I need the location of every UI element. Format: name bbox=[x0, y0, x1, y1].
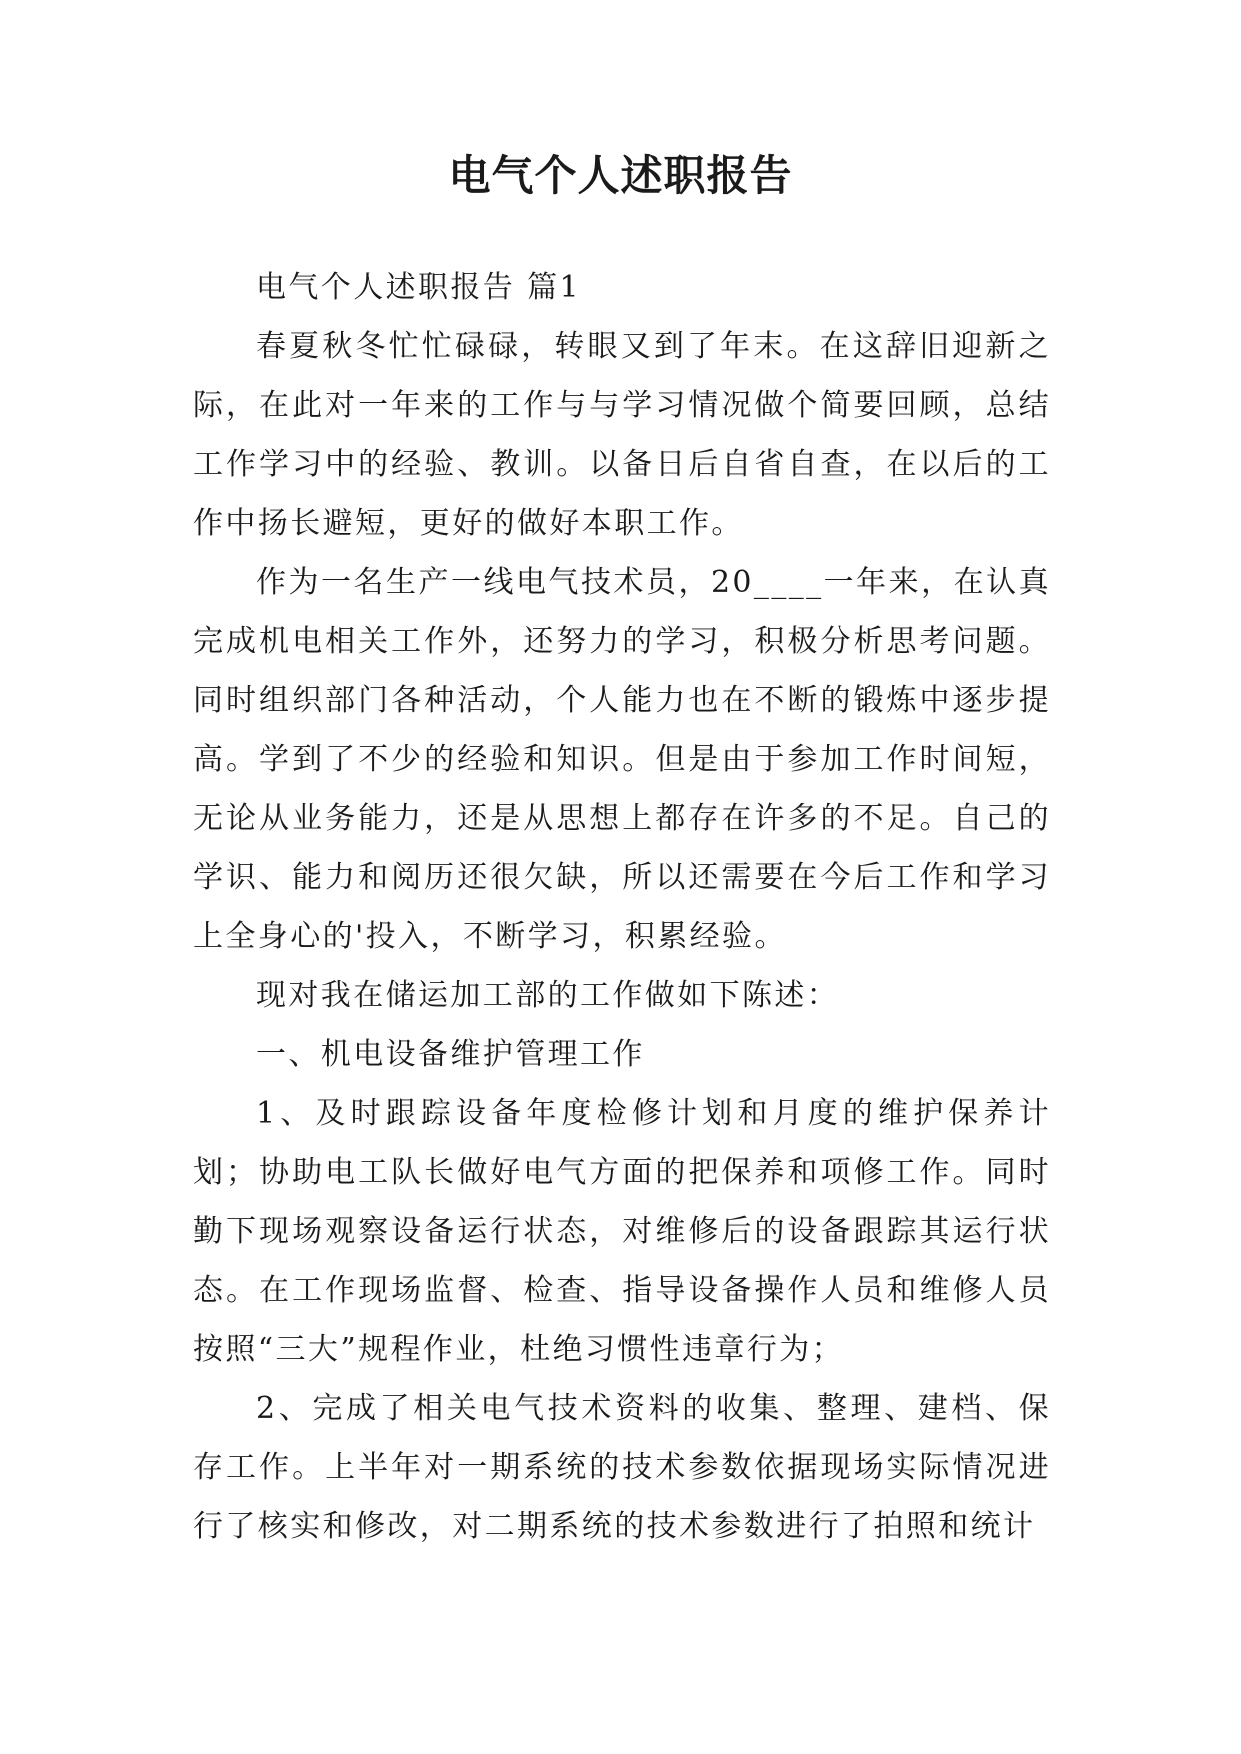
document-title: 电气个人述职报告 bbox=[448, 151, 793, 200]
document-body bbox=[193, 258, 1051, 1556]
paragraph: 2、完成了相关电气技术资料的收集、整理、建档、保存工作。上半年对一期系统的技术参数依据现场实际情况进行了核实和修改，对二期系统的技术参数进行了拍照和统计 bbox=[193, 1391, 1051, 1544]
paragraph: 作为一名生产一线电气技术员，20____一年来，在认真完成机电相关工作外，还努力的学习，积极分析思考问题。同时组织部门各种活动，个人能力也在不断的锻炼中逐步提高。学到了不少的经验和知识。但是由于参加工作时间短，无论从业务能力，还是从思想上都存在许多的不足。自己的学识、能力和阅历还很欠缺，所以还需要在今后工作和学习上全身心的'投入，不断学习，积累经验。 bbox=[193, 565, 1051, 954]
subheading: 一、机电设备维护管理工作 bbox=[256, 1037, 645, 1072]
paragraph: 1、及时跟踪设备年度检修计划和月度的维护保养计划；协助电工队长做好电气方面的把保养和项修工作。同时勤下现场观察设备运行状态，对维修后的设备跟踪其运行状态。在工作现场监督、检查、指导设备操作人员和维修人员按照“三大”规程作业，杜绝习惯性违章行为； bbox=[193, 1096, 1051, 1367]
paragraph: 春夏秋冬忙忙碌碌，转眼又到了年末。在这辞旧迎新之际，在此对一年来的工作与与学习情况做个简要回顾，总结工作学习中的经验、教训。以备日后自省自查，在以后的工作中扬长避短，更好的做好本职工作。 bbox=[193, 329, 1051, 541]
section-heading: 电气个人述职报告 篇1 bbox=[256, 270, 582, 305]
paragraph: 现对我在储运加工部的工作做如下陈述： bbox=[256, 978, 840, 1013]
